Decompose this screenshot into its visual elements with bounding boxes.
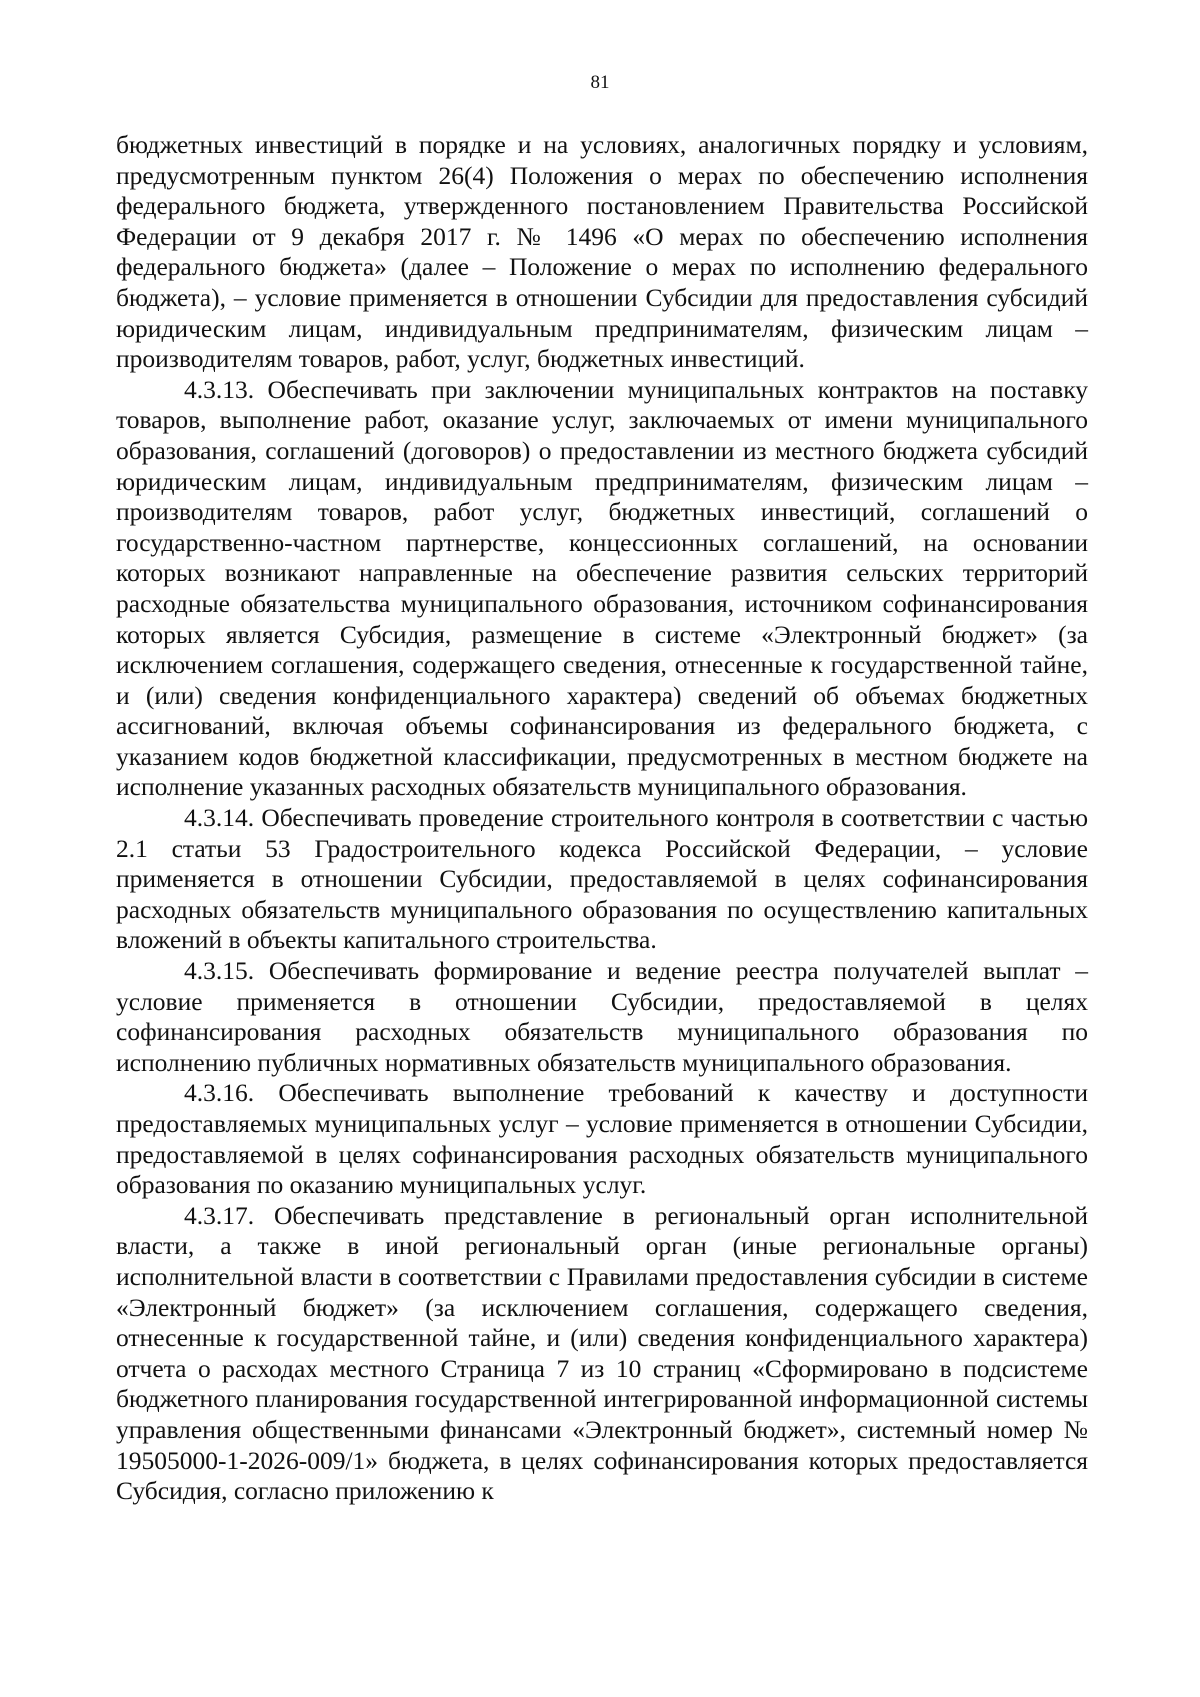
paragraph-4-3-17: 4.3.17. Обеспечивать представление в региональный орган исполнительной власти, а также в иной региональный орган (иные региональные органы) исполнительной власти в соответствии с Правилами предоставления субсидии в системе «Электронный бюджет» (за исключением соглашения, содержащего сведения, отнесенные к государственной тайне, и (или) сведения конфиденциального характера) отчета о расходах местного Страница 7 из 10 страниц «Сформировано в подсистеме бюджетного планирования государственной интегрированной информационной системы управления общественными финансами «Электронный бюджет», системный номер № 19505000-1-2026-009/1» бюджета, в целях софинансирования которых предоставляется Субсидия, согласно приложению к (116, 1200, 1088, 1506)
paragraph-4-3-13: 4.3.13. Обеспечивать при заключении муниципальных контрактов на поставку товаров, выполнение работ, оказание услуг, заключаемых от имени муниципального образования, соглашений (договоров) о предоставлении из местного бюджета субсидий юридическим лицам, индивидуальным предпринимателям, физическим лицам – производителям товаров, работ услуг, бюджетных инвестиций, соглашений о государственно-частном партнерстве, концессионных соглашений, на основании которых возникают направленные на обеспечение развития сельских территорий расходные обязательства муниципального образования, источником софинансирования которых является Субсидия, размещение в системе «Электронный бюджет» (за исключением соглашения, содержащего сведения, отнесенные к государственной тайне, и (или) сведения конфиденциального характера) сведений об объемах бюджетных ассигнований, включая объемы софинансирования из федерального бюджета, с указанием кодов бюджетной классификации, предусмотренных в местном бюджете на исполнение указанных расходных обязательств муниципального образования. (116, 374, 1088, 802)
paragraph-4-3-15: 4.3.15. Обеспечивать формирование и ведение реестра получателей выплат – условие применяется в отношении Субсидии, предоставляемой в целях софинансирования расходных обязательств муниципального образования по исполнению публичных нормативных обязательств муниципального образования. (116, 956, 1088, 1077)
paragraph-continuation: бюджетных инвестиций в порядке и на условиях, аналогичных порядку и условиям, предусмотренным пунктом 26(4) Положения о мерах по обеспечению исполнения федерального бюджета, утвержденного постановлением Правительства Российской Федерации от 9 декабря 2017 г. № 1496 «О мерах по обеспечению исполнения федерального бюджета» (далее – Положение о мерах по исполнению федерального бюджета), – условие применяется в отношении Субсидии для предоставления субсидий юридическим лицам, индивидуальным предпринимателям, физическим лицам – производителям товаров, работ, услуг, бюджетных инвестиций. (116, 130, 1088, 374)
paragraph-4-3-14: 4.3.14. Обеспечивать проведение строительного контроля в соответствии с частью 2.1 статьи 53 Градостроительного кодекса Российской Федерации, – условие применяется в отношении Субсидии, предоставляемой в целях софинансирования расходных обязательств муниципального образования по осуществлению капитальных вложений в объекты капитального строительства. (116, 803, 1088, 955)
page-number: 81 (590, 72, 610, 93)
document-body (116, 130, 1088, 1507)
paragraph-4-3-16: 4.3.16. Обеспечивать выполнение требований к качеству и доступности предоставляемых муниципальных услуг – условие применяется в отношении Субсидии, предоставляемой в целях софинансирования расходных обязательств муниципального образования по оказанию муниципальных услуг. (116, 1078, 1088, 1200)
